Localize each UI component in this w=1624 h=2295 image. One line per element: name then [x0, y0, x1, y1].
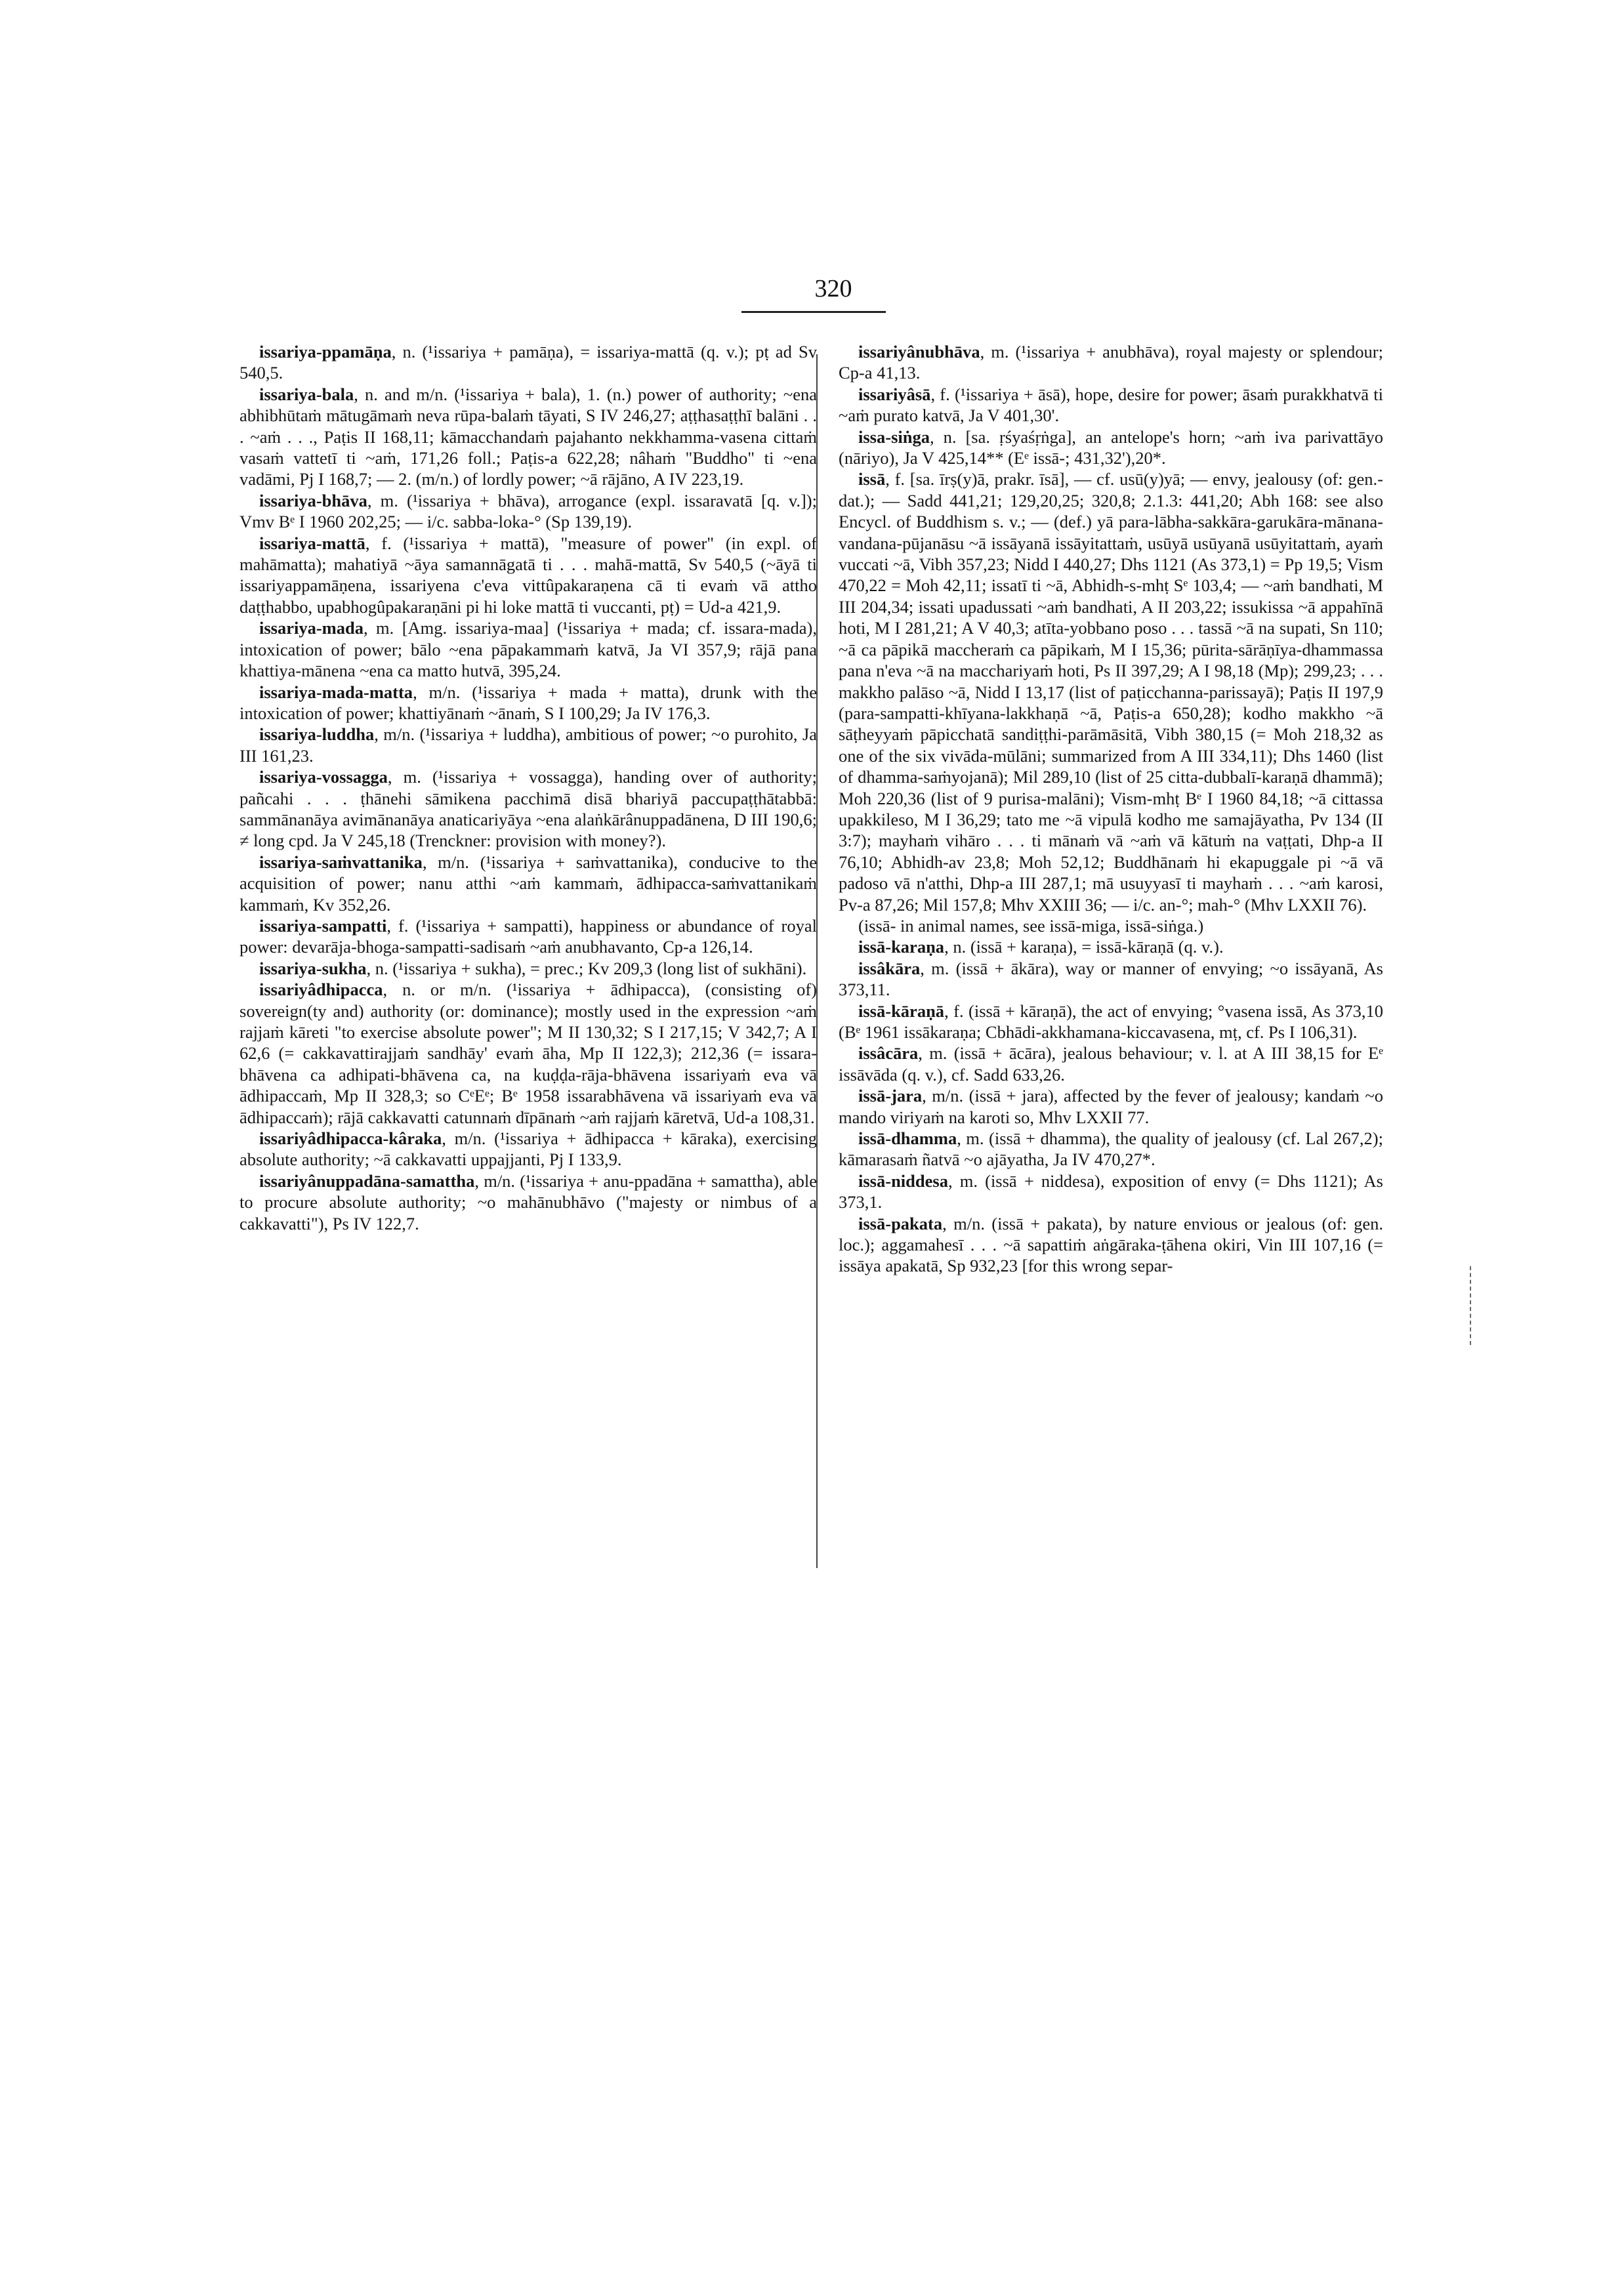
entry-headword: issā-karaṇa	[858, 937, 945, 957]
dictionary-entry	[239, 617, 817, 681]
entry-headword: issariya-bhāva	[259, 490, 367, 510]
dictionary-entry	[239, 958, 817, 979]
entry-definition: , m/n. (issā + jara), affected by the fever of jealousy; kandaṁ ~o mando viriyaṁ na karoti so, Mhv LXXII 77.	[839, 1086, 1383, 1127]
dictionary-entry	[839, 915, 1383, 936]
entry-definition: , n. or m/n. (¹issariya + ādhipacca), (consisting of) sovereign(ty and) authority (or: dominance); mostly used in the expression ~aṁ rajjaṁ kāreti "to exercise absolute power"; M II 130,32; S I 217,15; V 342,7; A I 62,6 (= cakkavattirajjaṁ sandhāy' evaṁ āha, Mp II 122,3); 212,36 (= issara-bhāvena ca adhipati-bhāvena ca, na kuḍḍa-rāja-bhāvena issariyaṁ eva vā ādhipaccaṁ, Mp II 328,3; so CᵉEᵉ; Bᵉ 1958 issarabhāvena vā issariyaṁ eva vā ādhipaccaṁ); rājā cakkavatti catunnaṁ dīpānaṁ ~aṁ rajjaṁ kāretvā, Ud-a 108,31.	[239, 980, 817, 1127]
entry-headword: issā-pakata	[858, 1213, 943, 1233]
dictionary-entry	[239, 384, 817, 490]
page-number: 320	[814, 275, 852, 302]
entry-definition: , f. (¹issariya + āsā), hope, desire for power; āsaṁ purakkhatvā ti ~aṁ purato katvā, Ja V 401,30'.	[839, 384, 1383, 426]
entry-headword: issariya-saṁvattanika	[259, 852, 423, 872]
dictionary-entry	[839, 1128, 1383, 1170]
dictionary-entry	[239, 490, 817, 533]
entry-definition: , m/n. (issā + pakata), by nature envious or jealous (of: gen. loc.); aggamahesī . . . ~ā sapattiṁ aṅgāraka-ṭāhena okiri, Vin III 107,16 (= issāya apakatā, Sp 932,23 [for this wrong separ-	[839, 1213, 1383, 1276]
dictionary-entry	[839, 341, 1383, 384]
entry-definition: , m/n. (¹issariya + saṁvattanika), conducive to the acquisition of power; nanu atthi ~aṁ kammaṁ, ādhipacca-saṁvattanikaṁ kammaṁ, Kv 352,26.	[239, 852, 817, 915]
dictionary-entry	[239, 1128, 817, 1170]
entry-definition: , n. (¹issariya + sukha), = prec.; Kv 209,3 (long list of sukhāni).	[366, 958, 807, 978]
entry-headword: issariyânuppadāna-samattha	[259, 1170, 475, 1191]
dictionary-entry	[239, 915, 817, 958]
dictionary-entry	[239, 724, 817, 766]
entry-definition: , m/n. (¹issariya + luddha), ambitious of power; ~o purohito, Ja III 161,23.	[239, 724, 817, 766]
dictionary-entry	[839, 1170, 1383, 1213]
dictionary-entry	[239, 766, 817, 852]
entry-headword: issariya-ppamāṇa	[259, 342, 392, 362]
entry-definition: , f. (issā + kāraṇā), the act of envying; °vasena issā, As 373,10 (Bᵉ 1961 issākaraṇa; Cbhādi-akkhamana-kiccavasena, mṭ, cf. Ps I 106,31).	[839, 1001, 1383, 1042]
entry-definition: , m. (issā + ākāra), way or manner of envying; ~o issāyanā, As 373,11.	[839, 958, 1383, 1000]
dictionary-entry	[839, 936, 1383, 957]
entry-headword: issâcāra	[858, 1043, 919, 1064]
margin-mark	[1470, 1266, 1471, 1345]
entry-headword: issariyâsā	[858, 384, 931, 404]
entry-definition: (issā- in animal names, see issā-miga, issā-siṅga.)	[858, 915, 1204, 936]
dictionary-entry	[839, 1001, 1383, 1043]
entry-headword: issā-jara	[858, 1086, 923, 1106]
dictionary-entry	[239, 852, 817, 915]
entry-headword: issariyâdhipacca-kâraka	[259, 1128, 442, 1149]
entry-definition: , m. (¹issariya + bhāva), arrogance (expl. issaravatā [q. v.]); Vmv Bᵉ I 1960 202,25; — i/c. sabba-loka-° (Sp 139,19).	[239, 490, 817, 532]
entry-headword: issariya-mattā	[259, 533, 365, 553]
dictionary-entry	[839, 426, 1383, 469]
entry-headword: issariya-luddha	[259, 724, 375, 745]
dictionary-entry	[839, 1085, 1383, 1128]
dictionary-entry	[239, 682, 817, 724]
entry-definition: , f. (¹issariya + mattā), "measure of power" (in expl. of mahāmatta); mahatiyā ~āya samannāgatā ti . . . mahā-mattā, Sv 540,5 (~āyā ti issariyappamāṇena, issariyena c'eva vittûpakaraṇena cā ti evaṁ vā attho daṭṭhabbo, upabhogûpakaraṇāni pi hi loke mattā ti vuccanti, pṭ) = Ud-a 421,9.	[239, 533, 817, 617]
right-column	[839, 341, 1383, 1277]
entry-definition: , m. (issā + ācāra), jealous behaviour; v. l. at A III 38,15 for Eᵉ issāvāda (q. v.), cf. Sadd 633,26.	[839, 1043, 1383, 1085]
entry-headword: issariyânubhāva	[858, 342, 980, 362]
entry-headword: issâkāra	[858, 958, 921, 978]
dictionary-entry	[839, 1213, 1383, 1277]
entry-headword: issā-niddesa	[858, 1170, 948, 1191]
entry-definition: , m/n. (¹issariya + mada + matta), drunk with the intoxication of power; khattiyānaṁ ~ānaṁ, S I 100,29; Ja IV 176,3.	[239, 682, 817, 723]
entry-headword: issariya-bala	[259, 384, 354, 404]
dictionary-entry	[839, 958, 1383, 1001]
entry-headword: issa-siṅga	[858, 426, 930, 447]
entry-definition: , n. (issā + karaṇa), = issā-kāraṇā (q. v.).	[944, 937, 1224, 957]
page-number-rule	[741, 311, 886, 313]
entry-headword: issariyâdhipacca	[259, 980, 383, 1000]
entry-headword: issariya-sukha	[259, 958, 367, 978]
entry-headword: issariya-sampatti	[259, 915, 387, 936]
entry-definition: , m. (issā + dhamma), the quality of jealousy (cf. Lal 267,2); kāmarasaṁ ñatvā ~o ajāyatha, Ja IV 470,27*.	[839, 1128, 1383, 1170]
dictionary-entry	[239, 1170, 817, 1234]
entry-definition: , n. and m/n. (¹issariya + bala), 1. (n.) power of authority; ~ena abhibhūtaṁ mātugāmaṁ neva rūpa-balaṁ tāyati, S IV 246,27; aṭṭhasaṭṭhī balāni . . . ~aṁ . . ., Paṭis II 168,11; kāmacchandaṁ pajahanto nekkhamma-vasena cittaṁ vasaṁ vattetī ti ~aṁ, 171,26 foll.; Paṭis-a 622,28; nâhaṁ "Buddho" ti ~ena vadāmi, Pj I 168,7; — 2. (m/n.) of lordly power; ~ā rājāno, A IV 223,19.	[239, 384, 817, 489]
entry-definition: , m/n. (¹issariya + anu-ppadāna + samattha), able to procure absolute authority; ~o mahānubhāvo ("majesty or nimbus of a cakkavatti"), Ps IV 122,7.	[239, 1170, 817, 1233]
entry-definition: , f. (¹issariya + sampatti), happiness or abundance of royal power: devarāja-bhoga-sampatti-sadisaṁ ~aṁ anubhavanto, Cp-a 126,14.	[239, 915, 817, 957]
entry-definition: , m. [Amg. issariya-maa] (¹issariya + mada; cf. issara-mada), intoxication of power; bālo ~ena pāpakammaṁ katvā, Ja VI 357,9; rājā pana khattiya-mānena ~ena ca matto hutvā, 395,24.	[239, 618, 817, 681]
dictionary-entry	[239, 533, 817, 618]
entry-definition: , m. (¹issariya + vossagga), handing over of authority; pañcahi . . . ṭhānehi sāmikena pacchimā disā bhariyā paccupaṭṭhātabbā: sammānanāya avimānanāya anaticariyāya ~ena alaṅkārânuppadānena, D III 190,6; ≠ long cpd. Ja V 245,18 (Trenckner: provision with money?).	[239, 767, 817, 851]
entry-headword: issā	[858, 469, 886, 489]
entry-headword: issariya-vossagga	[259, 767, 388, 787]
entry-headword: issariya-mada-matta	[259, 682, 413, 702]
entry-definition: , n. (¹issariya + pamāṇa), = issariya-mattā (q. v.); pṭ ad Sv 540,5.	[239, 342, 817, 383]
entry-definition: , n. [sa. ṛśyaśṛṅga], an antelope's horn; ~aṁ iva parivattāyo (nāriyo), Ja V 425,14** (Eᵉ issā-; 431,32'),20*.	[839, 426, 1383, 468]
dictionary-entry	[839, 384, 1383, 426]
entry-definition: , m. (issā + niddesa), exposition of envy (= Dhs 1121); As 373,1.	[839, 1170, 1383, 1212]
entry-headword: issariya-mada	[259, 618, 364, 638]
entry-headword: issā-dhamma	[858, 1128, 957, 1149]
dictionary-entry	[239, 341, 817, 384]
entry-definition: , f. [sa. īrṣ(y)ā, prakr. īsā], — cf. usū(y)yā; — envy, jealousy (of: gen.-dat.); — Sadd 441,21; 129,20,25; 320,8; 2.1.3: 441,20; Abh 168: see also Encycl. of Buddhism s. v.; — (def.) yā para-lābha-sakkāra-garukāra-mānana-vandana-pūjanāsu ~ā issāyanā issāyitattaṁ, usūyā usūyanā usūyitattaṁ, ayaṁ vuccati ~ā, Vibh 357,23; Nidd I 440,27; Dhs 1121 (As 373,1) = Pp 19,5; Vism 470,22 = Moh 42,11; issatī ti ~ā, Abhidh-s-mhṭ Sᵉ 103,4; — ~aṁ bandhati, M III 204,34; issati upadussati ~aṁ bandhati, A II 203,22; issukissa ~ā appahīnā hoti, M I 281,21; A V 40,3; atīta-yobbano poso . . . tassā ~ā na supati, Sn 110; ~ā ca pāpikā maccheraṁ ca pāpikaṁ, M I 15,36; pūrita-sārāṇīya-dhammassa pana n'eva ~ā na macchariyaṁ hoti, Ps II 397,29; A I 98,18 (Mp); 299,23; . . . makkho palāso ~ā, Nidd I 13,17 (list of paṭicchanna-parissayā); Paṭis II 197,9 (para-sampatti-khīyana-lakkhaṇā ~ā, Paṭis-a 650,28); kodho makkho ~ā sāṭheyyaṁ pāpicchatā sandiṭṭhi-parāmāsitā, Vibh 380,15 (= Moh 218,32 as one of the six vivāda-mūlāni; summarized from A III 334,11); Dhs 1460 (list of dhamma-saṁyojanā); Mil 289,10 (list of 25 citta-dubbalī-karaṇā dhammā); Moh 220,36 (list of 9 purisa-malāni); Vism-mhṭ Bᵉ I 1960 84,18; ~ā cittassa upakkileso, M I 36,29; tato me ~ā vipulā kodho me samajāyatha, Pv 134 (II 3:7); mayhaṁ vihāro . . . ti mānaṁ vā ~aṁ vā kātuṁ na vaṭṭati, Dhp-a II 76,10; Abhidh-av 23,8; Moh 52,12; Buddhānaṁ hi ekapuggale pi ~ā vā padoso vā n'atthi, Dhp-a III 287,1; mā usuyyasī ti mayhaṁ . . . ~aṁ karosi, Pv-a 87,26; Mil 157,8; Mhv XXIII 36; — i/c. an-°; mah-° (Mhv LXXII 76).	[839, 469, 1383, 915]
entry-definition: , m. (¹issariya + anubhāva), royal majesty or splendour; Cp-a 41,13.	[839, 342, 1383, 383]
column-divider	[816, 354, 818, 1568]
entry-definition: , m/n. (¹issariya + ādhipacca + kāraka), exercising absolute authority; ~ā cakkavatti uppajjanti, Pj I 133,9.	[239, 1128, 817, 1170]
dictionary-entry	[839, 468, 1383, 915]
left-column	[239, 341, 817, 1234]
dictionary-entry	[239, 979, 817, 1128]
entry-headword: issā-kāraṇā	[858, 1001, 945, 1021]
dictionary-entry	[839, 1043, 1383, 1085]
